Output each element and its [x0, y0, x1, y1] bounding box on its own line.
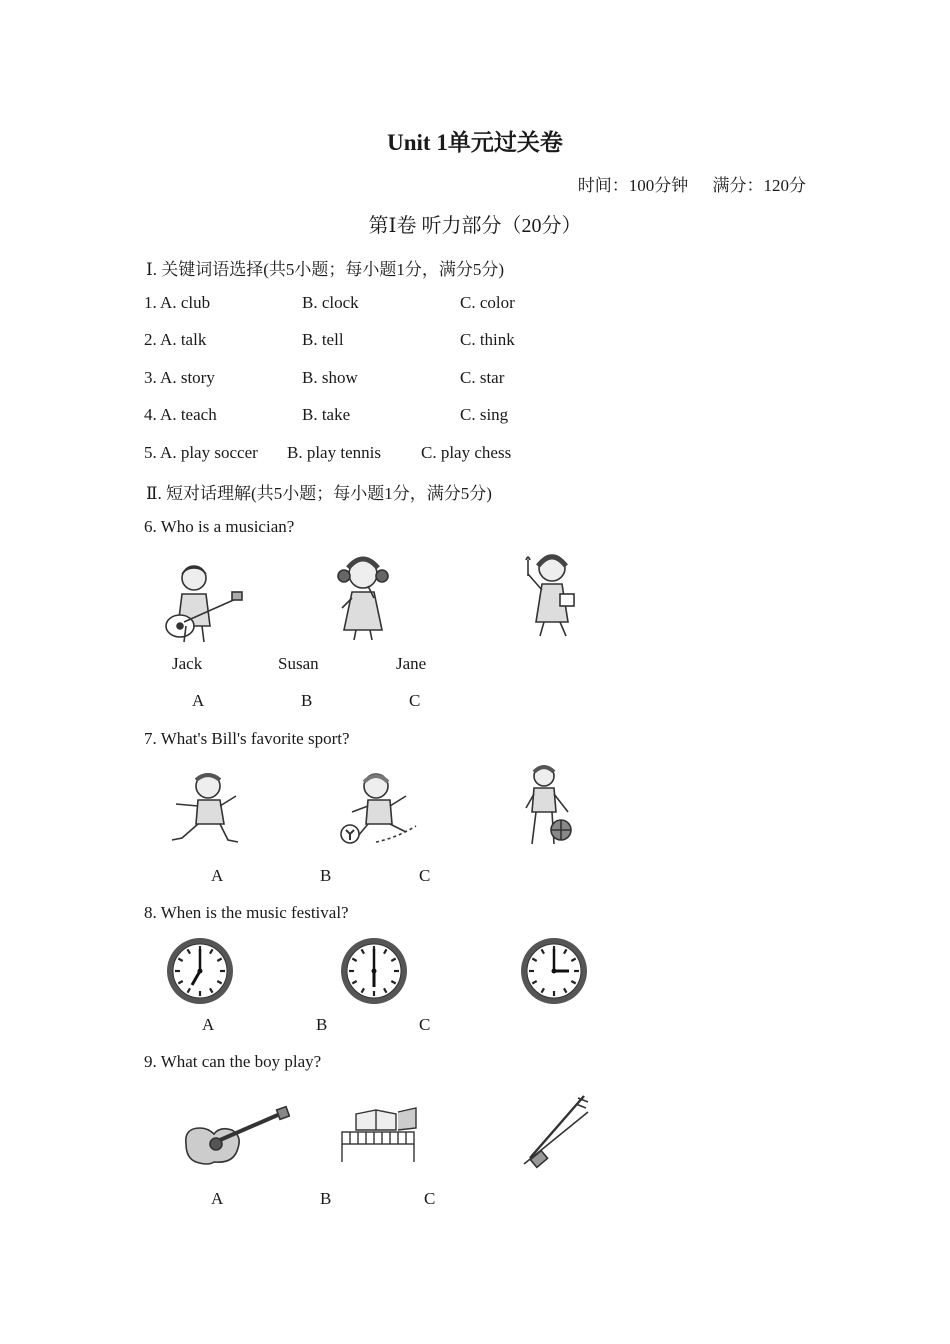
girl-singing-icon	[328, 552, 398, 644]
option-c: C. play chess	[421, 443, 512, 462]
option-a: 2. A. talk	[144, 330, 207, 349]
choice-c: C	[419, 866, 431, 885]
option-a: 1. A. club	[144, 293, 211, 312]
choice-a: A	[211, 1189, 224, 1208]
section-1-heading: Ⅰ. 关键词语选择(共5小题；每小题1分，满分5分)	[146, 260, 505, 279]
name-jane: Jane	[396, 654, 427, 673]
girl-with-candle-icon	[512, 548, 578, 642]
option-c: C. sing	[460, 405, 509, 424]
erhu-icon	[516, 1092, 596, 1172]
choice-b: B	[320, 866, 332, 885]
part-heading: 第Ⅰ卷 听力部分（20分）	[368, 215, 582, 237]
section-2-heading: Ⅱ. 短对话理解(共5小题；每小题1分，满分5分)	[146, 484, 492, 503]
option-b: B. show	[302, 368, 358, 387]
exam-meta	[578, 171, 806, 196]
choice-c: C	[409, 691, 421, 710]
choice-a: A	[202, 1015, 215, 1034]
option-b: B. clock	[302, 293, 359, 312]
boy-with-guitar-icon	[158, 560, 248, 645]
soccer-icon	[336, 770, 418, 850]
choice-c: C	[419, 1015, 431, 1034]
clock-icon	[518, 935, 590, 1007]
exam-score: 满分：120分	[712, 176, 806, 195]
choice-b: B	[301, 691, 313, 710]
choice-a: A	[211, 866, 224, 885]
name-jack: Jack	[172, 654, 203, 673]
kung-fu-icon	[168, 768, 244, 850]
option-b: B. take	[302, 405, 351, 424]
guitar-icon	[180, 1104, 290, 1168]
basketball-icon	[520, 762, 584, 852]
question-row-5	[0, 443, 950, 473]
option-a: 3. A. story	[144, 368, 215, 387]
option-a: 5. A. play soccer	[144, 443, 258, 462]
question-8-text: 8. When is the music festival?	[144, 903, 349, 922]
piano-icon	[336, 1106, 420, 1166]
option-b: B. play tennis	[287, 443, 381, 462]
option-c: C. think	[460, 330, 515, 349]
clock-icon	[164, 935, 236, 1007]
option-c: C. color	[460, 293, 515, 312]
page-title: Unit 1单元过关卷	[387, 130, 563, 155]
choice-b: B	[320, 1189, 332, 1208]
question-9-text: 9. What can the boy play?	[144, 1052, 322, 1071]
question-7-text: 7. What's Bill's favorite sport?	[144, 729, 350, 748]
clock-icon	[338, 935, 410, 1007]
option-a: 4. A. teach	[144, 405, 217, 424]
question-row-3	[0, 368, 950, 398]
question-6-text: 6. Who is a musician?	[144, 517, 295, 536]
name-susan: Susan	[278, 654, 319, 673]
question-row-1	[0, 293, 950, 323]
choice-b: B	[316, 1015, 328, 1034]
option-c: C. star	[460, 368, 505, 387]
exam-time: 时间：100分钟	[577, 176, 689, 195]
choice-c: C	[424, 1189, 436, 1208]
option-b: B. tell	[302, 330, 344, 349]
question-row-4	[0, 405, 950, 435]
question-row-2	[0, 330, 950, 360]
choice-a: A	[192, 691, 205, 710]
